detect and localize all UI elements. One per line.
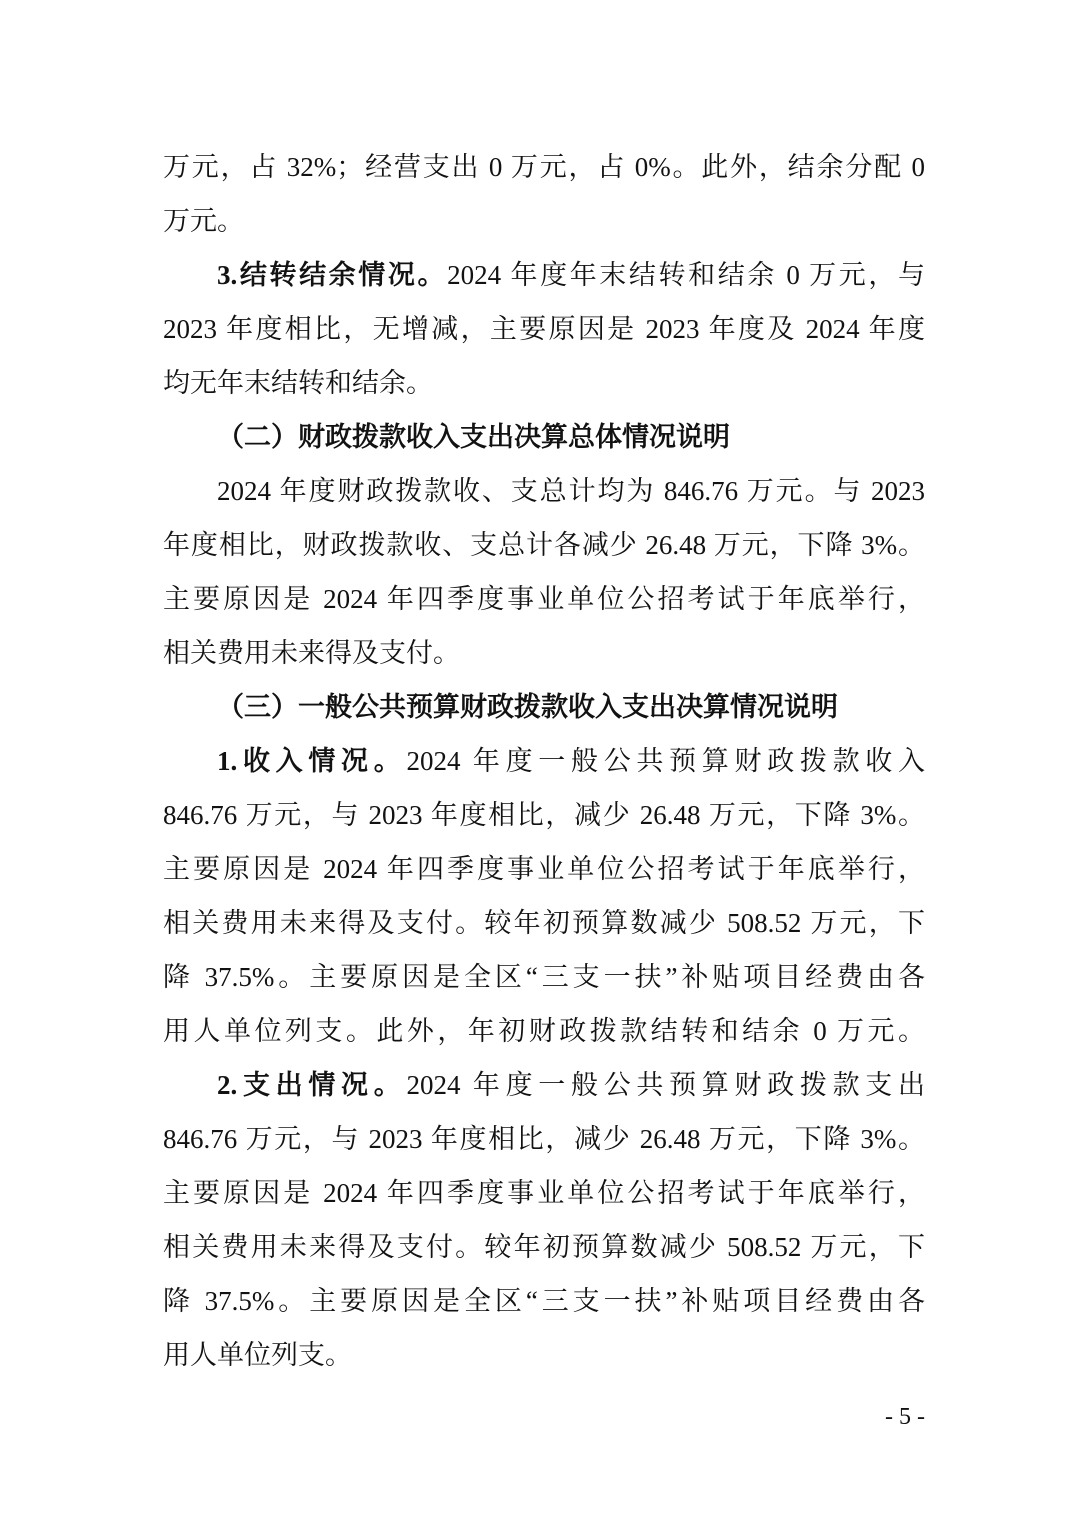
section-heading-3: [163, 680, 925, 734]
text-segment: 年度相比，财政拨款收、支总计各减少 26.48 万元，下降 3%。: [163, 530, 925, 560]
text-segment: 主要原因是 2024 年四季度事业单位公招考试于年底举行，: [163, 1178, 925, 1208]
page-footer: [163, 1400, 925, 1434]
text-segment: 降 37.5%。主要原因是全区“三支一扶”补贴项目经费由各: [163, 962, 925, 992]
text-line: [163, 194, 925, 248]
text-segment: 2024 年度年末结转和结余 0 万元，与: [447, 260, 925, 290]
text-line: [163, 842, 925, 896]
text-line: [163, 896, 925, 950]
text-line: [163, 572, 925, 626]
text-segment: 相关费用未来得及支付。: [163, 638, 460, 668]
text-segment: 846.76 万元，与 2023 年度相比，减少 26.48 万元，下降 3%。: [163, 1124, 925, 1154]
text-line: [163, 788, 925, 842]
text-segment: 相关费用未来得及支付。较年初预算数减少 508.52 万元，下: [163, 908, 925, 938]
lead-in-bold-text: 2.支出情况。: [217, 1070, 407, 1100]
text-segment: 2024 年度财政拨款收、支总计均为 846.76 万元。与 2023: [217, 476, 925, 506]
text-segment: 万元。: [163, 206, 244, 236]
text-segment: 主要原因是 2024 年四季度事业单位公招考试于年底举行，: [163, 584, 925, 614]
text-line: [163, 356, 925, 410]
text-line: [163, 518, 925, 572]
text-line: [163, 302, 925, 356]
text-segment: 2024 年度一般公共预算财政拨款支出: [406, 1070, 925, 1100]
text-line: [163, 950, 925, 1004]
text-segment: 万元，占 32%；经营支出 0 万元，占 0%。此外，结余分配 0: [163, 152, 925, 182]
text-line: [163, 1058, 925, 1112]
lead-in-bold-text: 1.收入情况。: [217, 746, 407, 776]
document-body: [163, 140, 925, 1382]
text-line: [163, 248, 925, 302]
section-heading-2: [163, 410, 925, 464]
text-segment: 用人单位列支。此外，年初财政拨款结转和结余 0 万元。: [163, 1016, 925, 1046]
lead-in-bold-text: （三）一般公共预算财政拨款收入支出决算情况说明: [217, 692, 838, 722]
text-line: [163, 1166, 925, 1220]
text-segment: 相关费用未来得及支付。较年初预算数减少 508.52 万元，下: [163, 1232, 925, 1262]
text-line: [163, 1004, 925, 1058]
text-line: [163, 1328, 925, 1382]
text-segment: 846.76 万元，与 2023 年度相比，减少 26.48 万元，下降 3%。: [163, 800, 925, 830]
text-segment: 均无年末结转和结余。: [163, 368, 433, 398]
text-segment: 用人单位列支。: [163, 1340, 352, 1370]
text-segment: 2024 年度一般公共预算财政拨款收入: [406, 746, 925, 776]
text-segment: 降 37.5%。主要原因是全区“三支一扶”补贴项目经费由各: [163, 1286, 925, 1316]
text-line: [163, 464, 925, 518]
text-line: [163, 1112, 925, 1166]
text-segment: 主要原因是 2024 年四季度事业单位公招考试于年底举行，: [163, 854, 925, 884]
text-line: [163, 1274, 925, 1328]
page-number: - 5 -: [885, 1404, 925, 1430]
text-line: [163, 1220, 925, 1274]
lead-in-bold-text: 3.结转结余情况。: [217, 260, 448, 290]
text-segment: 2023 年度相比，无增减，主要原因是 2023 年度及 2024 年度: [163, 314, 925, 344]
text-line: [163, 140, 925, 194]
text-line: [163, 734, 925, 788]
text-line: [163, 626, 925, 680]
lead-in-bold-text: （二）财政拨款收入支出决算总体情况说明: [217, 422, 730, 452]
